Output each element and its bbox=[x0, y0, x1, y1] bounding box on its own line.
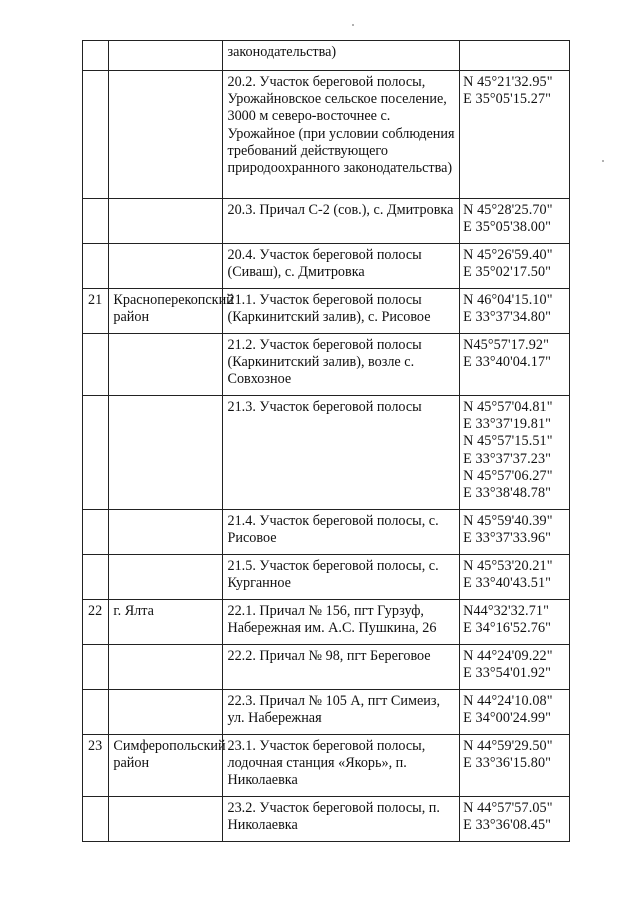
table-row bbox=[83, 334, 570, 396]
location-description-cell: 22.3. Причал № 105 А, пгт Симеиз, ул. Набережная bbox=[223, 690, 460, 735]
row-number-cell bbox=[83, 510, 109, 555]
row-number-cell bbox=[83, 690, 109, 735]
table-row bbox=[83, 244, 570, 289]
district-cell bbox=[109, 645, 223, 690]
coordinates-cell bbox=[460, 735, 570, 797]
district-cell bbox=[109, 555, 223, 600]
coordinate-line: N 45°26'59.40" bbox=[463, 247, 553, 263]
coordinate-line: N 44°24'10.08" bbox=[463, 693, 553, 709]
coordinate-line: E 33°54'01.92" bbox=[463, 665, 552, 682]
row-number-cell bbox=[83, 199, 109, 244]
coordinate-line: N 46°04'15.10" bbox=[463, 292, 553, 308]
coordinate-line: E 33°38'48.78" bbox=[463, 485, 552, 502]
district-cell: Красноперекопский район bbox=[109, 289, 223, 334]
coordinates-cell bbox=[460, 71, 570, 199]
coordinates-cell bbox=[460, 645, 570, 690]
table-row bbox=[83, 41, 570, 71]
row-number-cell: 23 bbox=[83, 735, 109, 797]
coordinates-cell bbox=[460, 396, 570, 510]
location-description-cell: 21.1. Участок береговой полосы (Каркинитский залив), с. Рисовое bbox=[223, 289, 460, 334]
coordinate-line: N 45°53'20.21" bbox=[463, 558, 553, 574]
location-description-cell: 21.4. Участок береговой полосы, с. Рисовое bbox=[223, 510, 460, 555]
location-description-cell: 21.3. Участок береговой полосы bbox=[223, 396, 460, 510]
coordinate-line: E 35°05'15.27" bbox=[463, 91, 552, 108]
table-row bbox=[83, 396, 570, 510]
district-cell bbox=[109, 690, 223, 735]
coordinate-line: N 45°21'32.95" bbox=[463, 74, 553, 90]
location-description-cell: 23.1. Участок береговой полосы, лодочная станция «Якорь», п. Николаевка bbox=[223, 735, 460, 797]
location-description-cell: 21.2. Участок береговой полосы (Каркинитский залив), возле с. Совхозное bbox=[223, 334, 460, 396]
coordinate-line: N 44°59'29.50" bbox=[463, 738, 553, 754]
district-cell bbox=[109, 71, 223, 199]
scan-speck bbox=[352, 24, 354, 26]
district-cell: г. Ялта bbox=[109, 600, 223, 645]
coordinate-line: E 33°37'33.96" bbox=[463, 530, 552, 547]
coordinates-cell bbox=[460, 334, 570, 396]
coordinates-cell bbox=[460, 510, 570, 555]
coordinates-cell bbox=[460, 600, 570, 645]
scan-speck bbox=[602, 160, 604, 162]
coordinate-line: E 33°37'34.80" bbox=[463, 309, 552, 326]
location-description-cell: 20.3. Причал С-2 (сов.), с. Дмитровка bbox=[223, 199, 460, 244]
coordinate-line: N 45°59'40.39" bbox=[463, 513, 553, 529]
row-number-cell: 21 bbox=[83, 289, 109, 334]
coordinate-line: N45°57'17.92" bbox=[463, 337, 549, 353]
coordinates-table bbox=[82, 40, 570, 842]
coordinate-line: E 33°37'19.81" bbox=[463, 416, 552, 433]
coordinate-line: E 34°16'52.76" bbox=[463, 620, 552, 637]
district-cell bbox=[109, 41, 223, 71]
location-description-cell: 22.1. Причал № 156, пгт Гурзуф, Набережная им. А.С. Пушкина, 26 bbox=[223, 600, 460, 645]
row-number-cell bbox=[83, 396, 109, 510]
coordinate-line: N 45°57'15.51" bbox=[463, 433, 553, 450]
location-description-cell: 22.2. Причал № 98, пгт Береговое bbox=[223, 645, 460, 690]
coordinates-cell bbox=[460, 555, 570, 600]
table-row bbox=[83, 797, 570, 842]
row-number-cell bbox=[83, 555, 109, 600]
coordinate-line: E 33°40'43.51" bbox=[463, 575, 552, 592]
coordinate-line: E 33°37'37.23" bbox=[463, 450, 552, 467]
table-row bbox=[83, 735, 570, 797]
district-cell bbox=[109, 510, 223, 555]
location-description-cell: законодательства) bbox=[223, 41, 460, 71]
row-number-cell bbox=[83, 71, 109, 199]
coordinates-cell bbox=[460, 289, 570, 334]
coordinates-cell bbox=[460, 41, 570, 71]
row-number-cell bbox=[83, 244, 109, 289]
document-page bbox=[82, 40, 570, 842]
table-row bbox=[83, 555, 570, 600]
coordinates-cell bbox=[460, 797, 570, 842]
coordinate-line: N 45°57'04.81" bbox=[463, 399, 553, 415]
coordinate-line: E 34°00'24.99" bbox=[463, 710, 552, 727]
coordinates-cell bbox=[460, 690, 570, 735]
location-description-cell: 20.4. Участок береговой полосы (Сиваш), с. Дмитровка bbox=[223, 244, 460, 289]
coordinate-line: N 45°57'06.27" bbox=[463, 467, 553, 484]
table-row bbox=[83, 289, 570, 334]
district-cell bbox=[109, 334, 223, 396]
district-cell: Симферопольский район bbox=[109, 735, 223, 797]
table-row bbox=[83, 71, 570, 199]
district-cell bbox=[109, 797, 223, 842]
district-cell bbox=[109, 396, 223, 510]
row-number-cell bbox=[83, 645, 109, 690]
table-row bbox=[83, 510, 570, 555]
coordinates-cell bbox=[460, 199, 570, 244]
row-number-cell bbox=[83, 797, 109, 842]
location-description-cell: 21.5. Участок береговой полосы, с. Курганное bbox=[223, 555, 460, 600]
district-cell bbox=[109, 199, 223, 244]
table-row bbox=[83, 600, 570, 645]
table-row bbox=[83, 690, 570, 735]
row-number-cell bbox=[83, 41, 109, 71]
table-row bbox=[83, 199, 570, 244]
coordinate-line: N 44°24'09.22" bbox=[463, 648, 553, 664]
coordinate-line: N44°32'32.71" bbox=[463, 603, 549, 619]
coordinates-cell bbox=[460, 244, 570, 289]
coordinate-line: N 44°57'57.05" bbox=[463, 800, 553, 816]
row-number-cell bbox=[83, 334, 109, 396]
location-description-cell: 20.2. Участок береговой полосы, Урожайновское сельское поселение, 3000 м северо-восточнее с. Урожайное (при условии соблюдения требований действующего природоохранного законодательства) bbox=[223, 71, 460, 199]
coordinate-line: E 33°36'08.45" bbox=[463, 817, 552, 834]
coordinate-line: E 33°40'04.17" bbox=[463, 354, 552, 371]
district-cell bbox=[109, 244, 223, 289]
table-row bbox=[83, 645, 570, 690]
coordinate-line: N 45°28'25.70" bbox=[463, 202, 553, 218]
row-number-cell: 22 bbox=[83, 600, 109, 645]
coordinate-line: E 33°36'15.80" bbox=[463, 755, 552, 772]
coordinate-line: E 35°02'17.50" bbox=[463, 264, 552, 281]
location-description-cell: 23.2. Участок береговой полосы, п. Николаевка bbox=[223, 797, 460, 842]
coordinate-line: E 35°05'38.00" bbox=[463, 219, 552, 236]
